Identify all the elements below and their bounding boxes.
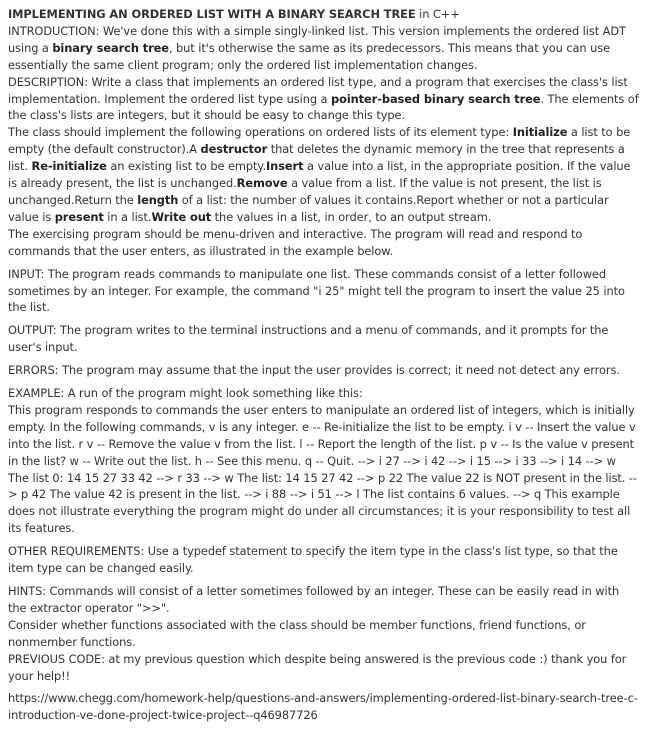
operations-text-9: the values in a list, in order, to an output stream. — [211, 209, 492, 224]
output-paragraph: OUTPUT: The program writes to the terminal instructions and a menu of commands, and it prompts for the user's input. — [8, 323, 609, 355]
operations-text-2: a list to be empty (the default constructor).A — [8, 125, 631, 157]
hints-paragraph: HINTS: Commands will consist of a letter sometimes followed by an integer. These can be easily read in with the extractor operator ">>". — [8, 584, 620, 615]
introduction-paragraph — [8, 23, 639, 74]
chegg-link[interactable]: https://www.chegg.com/homework-help/questions-and-answers/implementing-ordered-list-binary-search-tree-c-introduction-ve-done-project-twice-project--q46987726 — [8, 691, 638, 723]
operation-destructor: destructor — [200, 142, 268, 157]
consider-paragraph: Consider whether functions associated with the class should be member functions, friend functions, or nonmember functions. — [8, 617, 586, 649]
operation-insert: Insert — [266, 159, 304, 174]
operation-length: length — [137, 192, 179, 207]
intro-text-2: , but it's otherwise the same as its predecessors. This means that you can use essentially the same client program; only the ordered list implementation changes. — [8, 40, 611, 72]
errors-paragraph: ERRORS: The program may assume that the input the user provides is correct; it need not detect any errors. — [8, 363, 620, 378]
input-paragraph: INPUT: The program reads commands to manipulate one list. These commands consist of a letter followed sometimes by an integer. For example, the command "i 25" might tell the program to insert the value 25 into the list. — [8, 266, 625, 315]
other-requirements-paragraph: OTHER REQUIREMENTS: Use a typedef statement to specify the item type in the class's list type, so that the item type can be changed easily. — [8, 544, 618, 576]
operations-paragraph — [8, 124, 639, 225]
title-line — [8, 6, 639, 23]
intro-bold-bst: binary search tree — [52, 40, 169, 55]
description-text-1: DESCRIPTION: Write a class that implements an ordered list type, and a program that exercises the class's list implementation. Implement the ordered list type using a — [8, 74, 628, 106]
operations-text-1: The class should implement the following operations on ordered lists of its element type: — [8, 125, 513, 140]
description-text-2: . The elements of the class's lists are integers, but it should be easy to change this type. — [8, 91, 639, 123]
operation-initialize: Initialize — [512, 125, 568, 140]
operation-remove: Remove — [236, 176, 288, 191]
previous-code-paragraph: PREVIOUS CODE: at my previous question which despite being answered is the previous code :) thank you for your help!! — [8, 651, 627, 683]
exercising-paragraph: The exercising program should be menu-driven and interactive. The program will read and respond to commands that the user enters, as illustrated in the example below. — [8, 226, 583, 258]
document-title: IMPLEMENTING AN ORDERED LIST WITH A BINARY SEARCH TREE — [8, 7, 416, 21]
description-bold-pointer-bst: pointer-based binary search tree — [331, 91, 541, 106]
operation-write-out: Write out — [151, 209, 212, 224]
description-paragraph — [8, 74, 639, 125]
operations-text-4: an existing list to be empty. — [106, 159, 267, 174]
operation-present: present — [54, 209, 104, 224]
operations-text-7: of a list: the number of values it contains.Report whether or not a particular value is — [8, 192, 609, 224]
example-body: This program responds to commands the user enters to manipulate an ordered list of integers, which is initially empty. In the following commands, v is any integer. e -- Re-initialize the list to be empty. i v -- Insert the value v into the list. r v -- Remove the value v from the list. l -- Report the length of the list. p v -- Is the value v present in the list? w -- Write out the list. h -- See this menu. q -- Quit. --> i 27 --> i 42 --> i 15 --> i 33 --> i 14 --> w The list 0: 14 15 27 33 42 --> r 33 --> w The list: 14 15 27 42 --> p 22 The value 22 is NOT present in the list. --> p 42 The value 42 is present in the list. --> i 88 --> i 51 --> l The list contains 6 values. --> q This example does not illustrate everything the program might do under all circumstances; it is your responsibility to test all its features. — [8, 402, 637, 536]
title-suffix: in C++ — [415, 7, 460, 21]
operations-text-5: a value into a list, in the appropriate position. If the value is already present, the list is unchanged. — [8, 159, 631, 191]
operation-reinitialize: Re-initialize — [31, 159, 107, 174]
operations-text-8: in a list. — [103, 209, 152, 224]
intro-text-1: INTRODUCTION: We've done this with a simple singly-linked list. This version implements the ordered list ADT using a — [8, 23, 626, 55]
example-heading: EXAMPLE: A run of the program might look something like this: — [8, 386, 363, 401]
operations-text-6: a value from a list. If the value is not present, the list is unchanged.Return the — [8, 176, 602, 207]
operations-text-3: that deletes the dynamic memory in the tree that represents a list. — [8, 142, 625, 174]
